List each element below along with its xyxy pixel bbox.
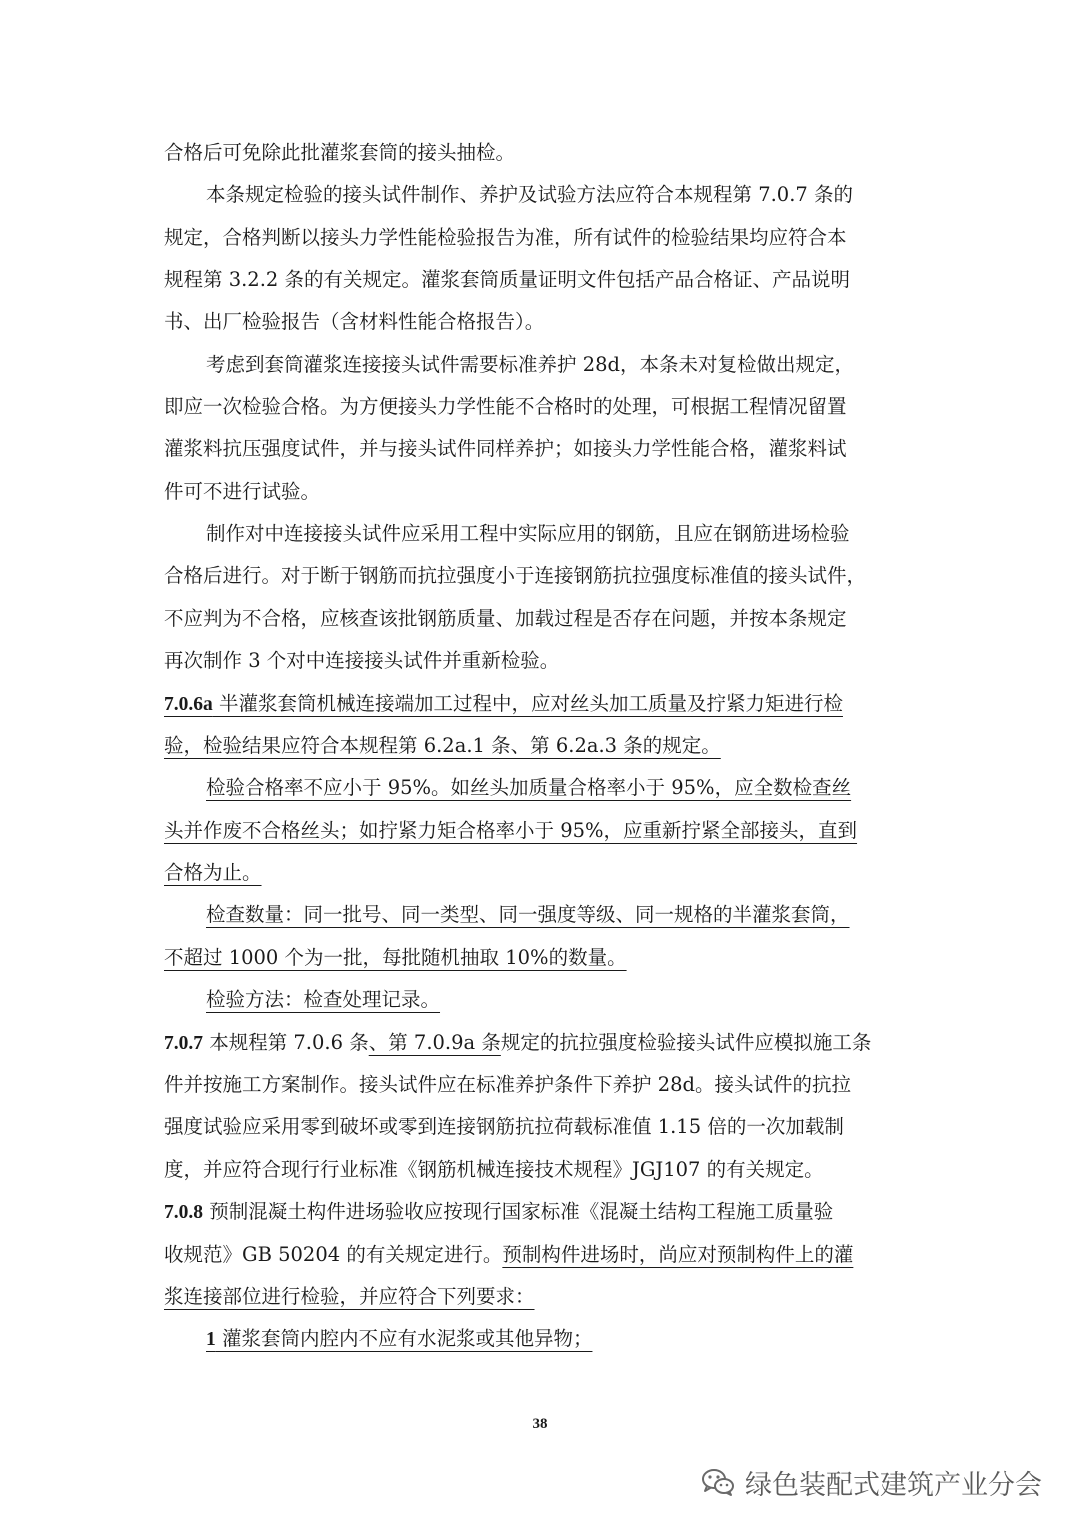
text-segment: 件可不进行试验。 [164, 480, 321, 503]
text-segment: 7.0.7 [164, 1033, 203, 1054]
text-line [164, 819, 857, 843]
text-line [164, 1243, 853, 1267]
text-segment: 浆连接部位进行检验，并应符合下列要求： [164, 1285, 535, 1308]
text-segment: 收规范》GB 50204 的有关规定进行。 [164, 1243, 503, 1266]
text-line [206, 522, 850, 546]
text-segment: 检验方法：检查处理记录。 [206, 988, 441, 1011]
text-segment: 强度试验应采用零到破坏或零到连接钢筋抗拉荷载标准值 1.15 倍的一次加载制 [164, 1115, 844, 1138]
text-line [164, 1073, 851, 1097]
text-line [164, 692, 843, 717]
text-segment: 不应判为不合格，应核查该批钢筋质量、加载过程是否存在问题，并按本条规定 [164, 607, 847, 630]
text-line [164, 268, 850, 292]
text-line [164, 1285, 535, 1309]
text-segment: 规定的抗拉强度检验接头试件应模拟施工条 [500, 1031, 872, 1054]
text-segment: 7.0.6a [164, 694, 213, 715]
text-segment: 本条规定检验的接头试件制作、养护及试验方法应符合本规程第 7.0.7 条的 [206, 183, 854, 206]
text-line [164, 310, 544, 334]
text-segment: 检验合格率不应小于 95%。如丝头加质量合格率小于 95%，应全数检查丝 [206, 776, 852, 799]
text-line [164, 1115, 844, 1139]
text-segment: 预制混凝土构件进场验收应按现行国家标准《混凝土结构工程施工质量验 [203, 1200, 834, 1223]
text-segment: 验，检验结果应符合本规程第 6.2a.1 条、第 6.2a.3 条的规定。 [164, 734, 721, 757]
text-line [164, 734, 721, 758]
wechat-icon [701, 1467, 735, 1497]
text-segment: 书、出厂检验报告（含材料性能合格报告）。 [164, 310, 545, 333]
text-line [206, 183, 853, 207]
page-number: 38 [532, 1416, 548, 1432]
text-line [206, 776, 851, 800]
watermark-text: 绿色装配式建筑产业分会 [745, 1469, 1042, 1501]
text-segment: 合格后可免除此批灌浆套筒的接头抽检。 [164, 141, 516, 164]
text-segment: 度，并应符合现行行业标准《钢筋机械连接技术规程》JGJ107 的有关规定。 [164, 1158, 824, 1181]
text-segment: 半灌浆套筒机械连接端加工过程中，应对丝头加工质量及拧紧力矩进行检 [212, 692, 843, 715]
text-line [164, 649, 559, 673]
text-segment: 、第 7.0.9a 条 [368, 1031, 501, 1054]
text-line [164, 1158, 824, 1182]
text-segment: 灌浆套筒内腔内不应有水泥浆或其他异物； [215, 1327, 593, 1350]
text-line [206, 1327, 592, 1352]
text-segment: 1 [206, 1329, 216, 1350]
text-segment: 头并作废不合格丝头；如拧紧力矩合格率小于 95%，应重新拧紧全部接头，直到 [164, 819, 858, 842]
text-line [164, 607, 847, 631]
text-segment: 规程第 3.2.2 条的有关规定。灌浆套筒质量证明文件包括产品合格证、产品说明 [164, 268, 851, 291]
text-line [164, 480, 320, 504]
text-line [164, 141, 515, 165]
text-segment: 本规程第 7.0.6 条 [203, 1031, 369, 1054]
text-segment: 合格后进行。对于断于钢筋而抗拉强度小于连接钢筋抗拉强度标准值的接头试件， [164, 564, 867, 587]
text-segment: 7.0.8 [164, 1202, 203, 1223]
text-segment: 规定，合格判断以接头力学性能检验报告为准，所有试件的检验结果均应符合本 [164, 226, 847, 249]
text-line [206, 353, 854, 377]
text-line [164, 946, 627, 970]
text-segment: 不超过 1000 个为一批，每批随机抽取 10%的数量。 [164, 946, 627, 969]
text-line [164, 1200, 833, 1225]
text-segment: 件并按施工方案制作。接头试件应在标准养护条件下养护 28d。接头试件的抗拉 [164, 1073, 851, 1096]
watermark [701, 1462, 1042, 1502]
text-line [164, 1031, 871, 1056]
text-line [164, 437, 847, 461]
text-line [164, 395, 847, 419]
text-segment: 即应一次检验合格。为方便接头力学性能不合格时的处理，可根据工程情况留置 [164, 395, 847, 418]
text-line [206, 988, 440, 1012]
text-line [164, 226, 847, 250]
text-segment: 制作对中连接接头试件应采用工程中实际应用的钢筋，且应在钢筋进场检验 [206, 522, 850, 545]
text-line [206, 903, 850, 927]
text-segment: 再次制作 3 个对中连接接头试件并重新检验。 [164, 649, 560, 672]
text-segment: 灌浆料抗压强度试件，并与接头试件同样养护；如接头力学性能合格，灌浆料试 [164, 437, 847, 460]
text-line [164, 564, 866, 588]
text-segment: 检查数量：同一批号、同一类型、同一强度等级、同一规格的半灌浆套筒， [206, 903, 850, 926]
text-segment: 考虑到套筒灌浆连接接头试件需要标准养护 28d，本条未对复检做出规定， [206, 353, 854, 376]
text-segment: 合格为止。 [164, 861, 262, 884]
text-segment: 预制构件进场时，尚应对预制构件上的灌 [502, 1243, 854, 1266]
text-line [164, 861, 262, 885]
